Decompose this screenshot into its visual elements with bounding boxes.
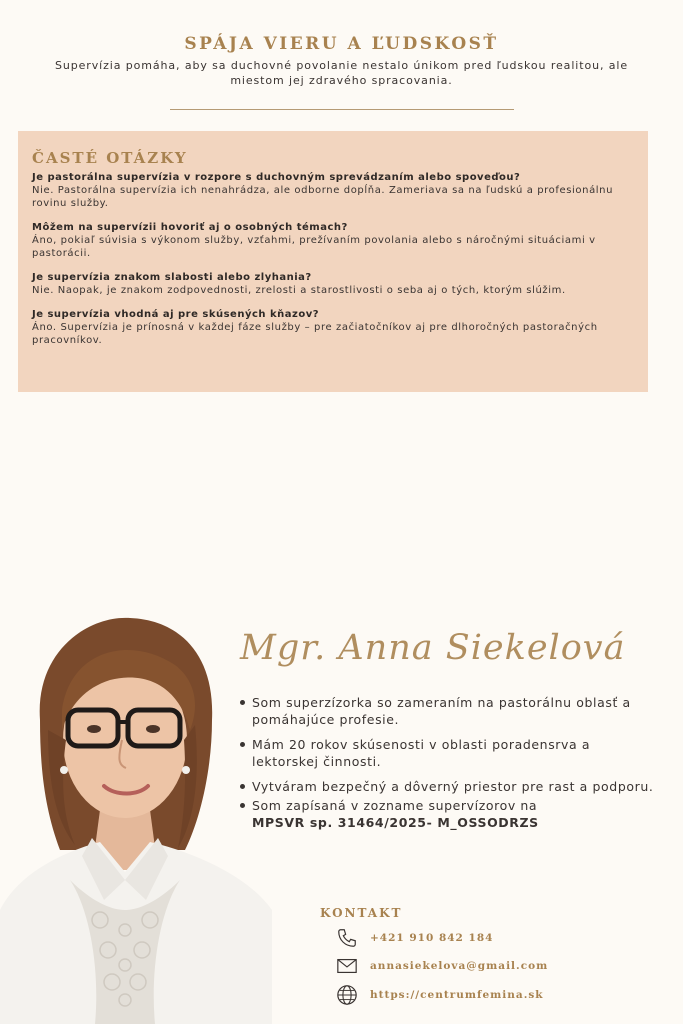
portrait-photo: [0, 610, 272, 1024]
faq-answer: Nie. Naopak, je znakom zodpovednosti, zrelosti a starostlivosti o seba aj o tých, ktorým slúžim.: [32, 285, 566, 296]
email-address: annasiekelova@gmail.com: [370, 960, 549, 972]
faq-answer: Áno, pokiaľ súvisia s výkonom služby, vzťahmi, prežívaním povolania alebo s náročnými situáciami v pastorácii.: [32, 235, 596, 259]
faq-title: ČASTÉ OTÁZKY: [32, 149, 188, 167]
phone-number: +421 910 842 184: [370, 932, 494, 944]
list-item: Som zapísaná v zozname supervízorov na: [238, 797, 658, 814]
contact-email[interactable]: [336, 954, 548, 978]
faq-question: Môžem na supervízii hovoriť aj o osobných témach?: [32, 222, 348, 233]
registry-number: MPSVR sp. 31464/2025- M_OSSODRZS: [252, 815, 539, 830]
contact-web[interactable]: [336, 983, 544, 1007]
page-title: SPÁJA VIERU A ĽUDSKOSŤ: [184, 34, 499, 54]
faq-item: [32, 271, 634, 297]
faq-question: Je supervízia znakom slabosti alebo zlyhania?: [32, 272, 312, 283]
faq-answer: Nie. Pastorálna supervízia ich nenahrádza, ale odborne dopĺňa. Zameriava sa na ľudskú a profesionálnu rovinu služby.: [32, 185, 614, 209]
faq-question: Je pastorálna supervízia v rozpore s duchovným sprevádzaním alebo spoveďou?: [32, 172, 521, 183]
list-item: Vytváram bezpečný a dôverný priestor pre rast a podporu.: [238, 778, 658, 795]
faq-question: Je supervízia vhodná aj pre skúsených kňazov?: [32, 309, 320, 320]
website-link[interactable]: https://centrumfemina.sk: [370, 989, 544, 1001]
faq-answer: Áno. Supervízia je prínosná v každej fáze služby – pre začiatočníkov aj pre dlhoročných pastoračných pracovníkov.: [32, 322, 598, 346]
profile-bullets: [238, 694, 658, 839]
faq-item: [32, 221, 634, 260]
list-item: Som superzízorka so zameraním na pastorálnu oblasť a pomáhajúce profesie.: [238, 694, 658, 728]
divider: [170, 109, 514, 110]
faq-section: [18, 131, 648, 392]
profile-name: Mgr. Anna Siekelová: [240, 628, 626, 668]
contact-title: KONTAKT: [320, 906, 403, 920]
list-item: Mám 20 rokov skúsenosti v oblasti poradensrva a lektorskej činnosti.: [238, 736, 658, 770]
faq-item: [32, 308, 634, 347]
mail-icon: [336, 955, 358, 977]
contact-phone[interactable]: [336, 926, 493, 950]
globe-icon: [336, 984, 358, 1006]
intro-text: Supervízia pomáha, aby sa duchovné povolanie nestalo únikom pred ľudskou realitou, ale miestom jej zdravého spracovania.: [54, 59, 629, 87]
faq-item: [32, 171, 634, 210]
phone-icon: [336, 927, 358, 949]
